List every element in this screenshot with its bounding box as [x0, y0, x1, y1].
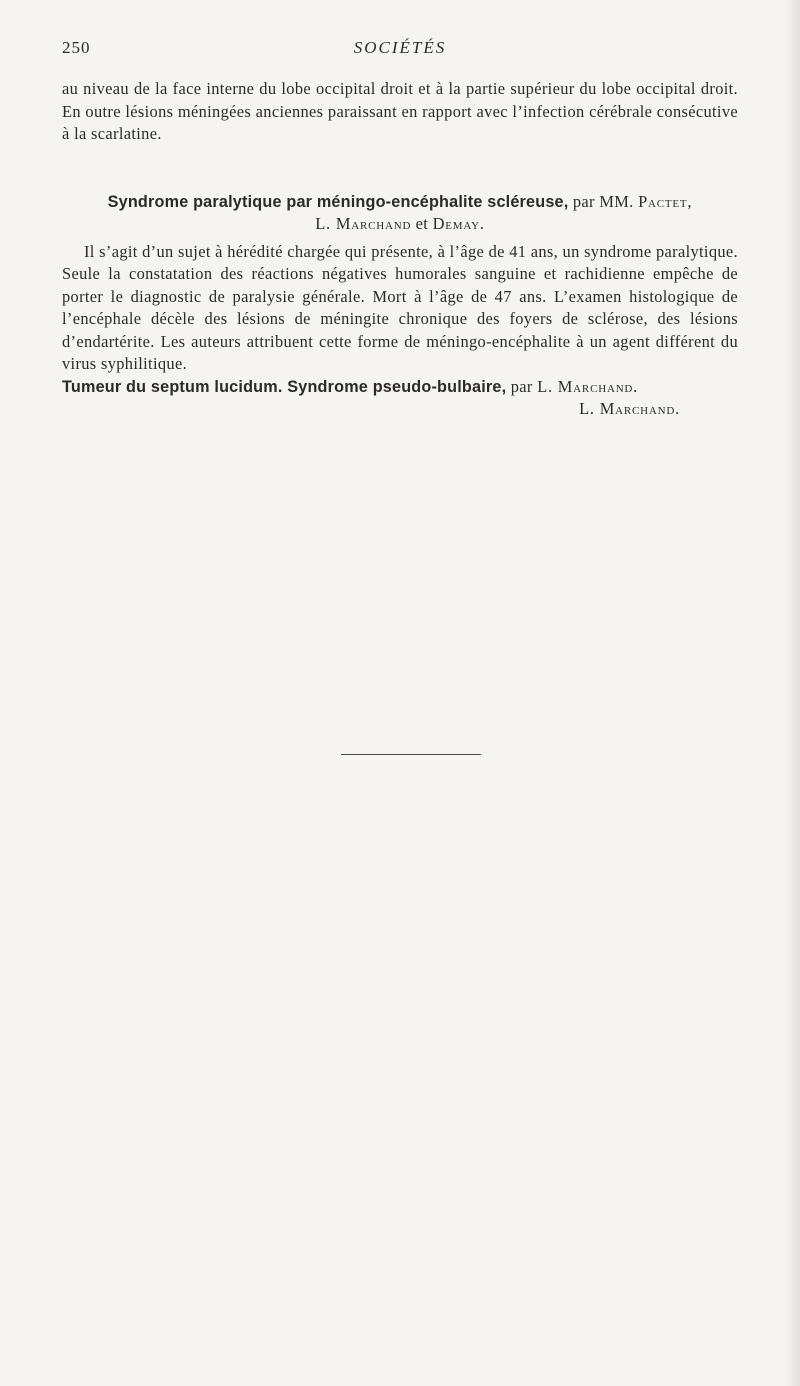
section-title-1-by: par MM. [572, 191, 634, 211]
page-edge-shadow [786, 0, 800, 1386]
section-title-2-author-a: L. Marchand. [537, 376, 639, 396]
section-divider-rule [341, 754, 481, 755]
section-1-body: Il s’agit d’un sujet à hérédité chargée qui présente, à l’âge de 41 ans, un syndrome paralytique. Seule la constatation des réactions négatives humorales sanguine et rachidienne empêche de porter le diagnostic de paralysie générale. Mort à l’âge de 47 ans. L’examen histologique de l’encéphale décèle des lésions de méningite chronique des foyers de sclérose, des lésions d’endartérite. Les auteurs attribuent cette forme de méningo-encéphalite à un agent différent du virus syphilitique. [62, 241, 738, 373]
section-title-1 [62, 191, 738, 236]
section-title-2-author-b: L. Marchand. [579, 399, 680, 418]
intro-paragraph: au niveau de la face interne du lobe occipital droit et à la partie supérieur du lobe occipital droit. En outre lésions méningées anciennes paraissant en rapport avec l’infection cérébrale consécutive à la scarlatine. [62, 79, 738, 143]
section-title-2-author-line [62, 398, 738, 421]
running-head: SOCIÉTÉS [353, 38, 447, 57]
section-title-1-author-a: Pactet, [638, 191, 693, 211]
section-title-2 [62, 376, 738, 399]
section-title-1-text: Syndrome paralytique par méningo-encéphalite scléreuse, [107, 192, 569, 211]
section-title-2-by: par [510, 376, 533, 396]
section-title-1-author-c: Demay. [432, 214, 485, 233]
page-body [62, 78, 738, 421]
section-title-1-author-b: L. Marchand [315, 214, 412, 233]
page-header [62, 38, 738, 62]
section-title-1-connector: et [415, 214, 429, 233]
section-title-2-text: Tumeur du septum lucidum. Syndrome pseudo-bulbaire, [62, 377, 507, 396]
page-number: 250 [62, 38, 91, 57]
